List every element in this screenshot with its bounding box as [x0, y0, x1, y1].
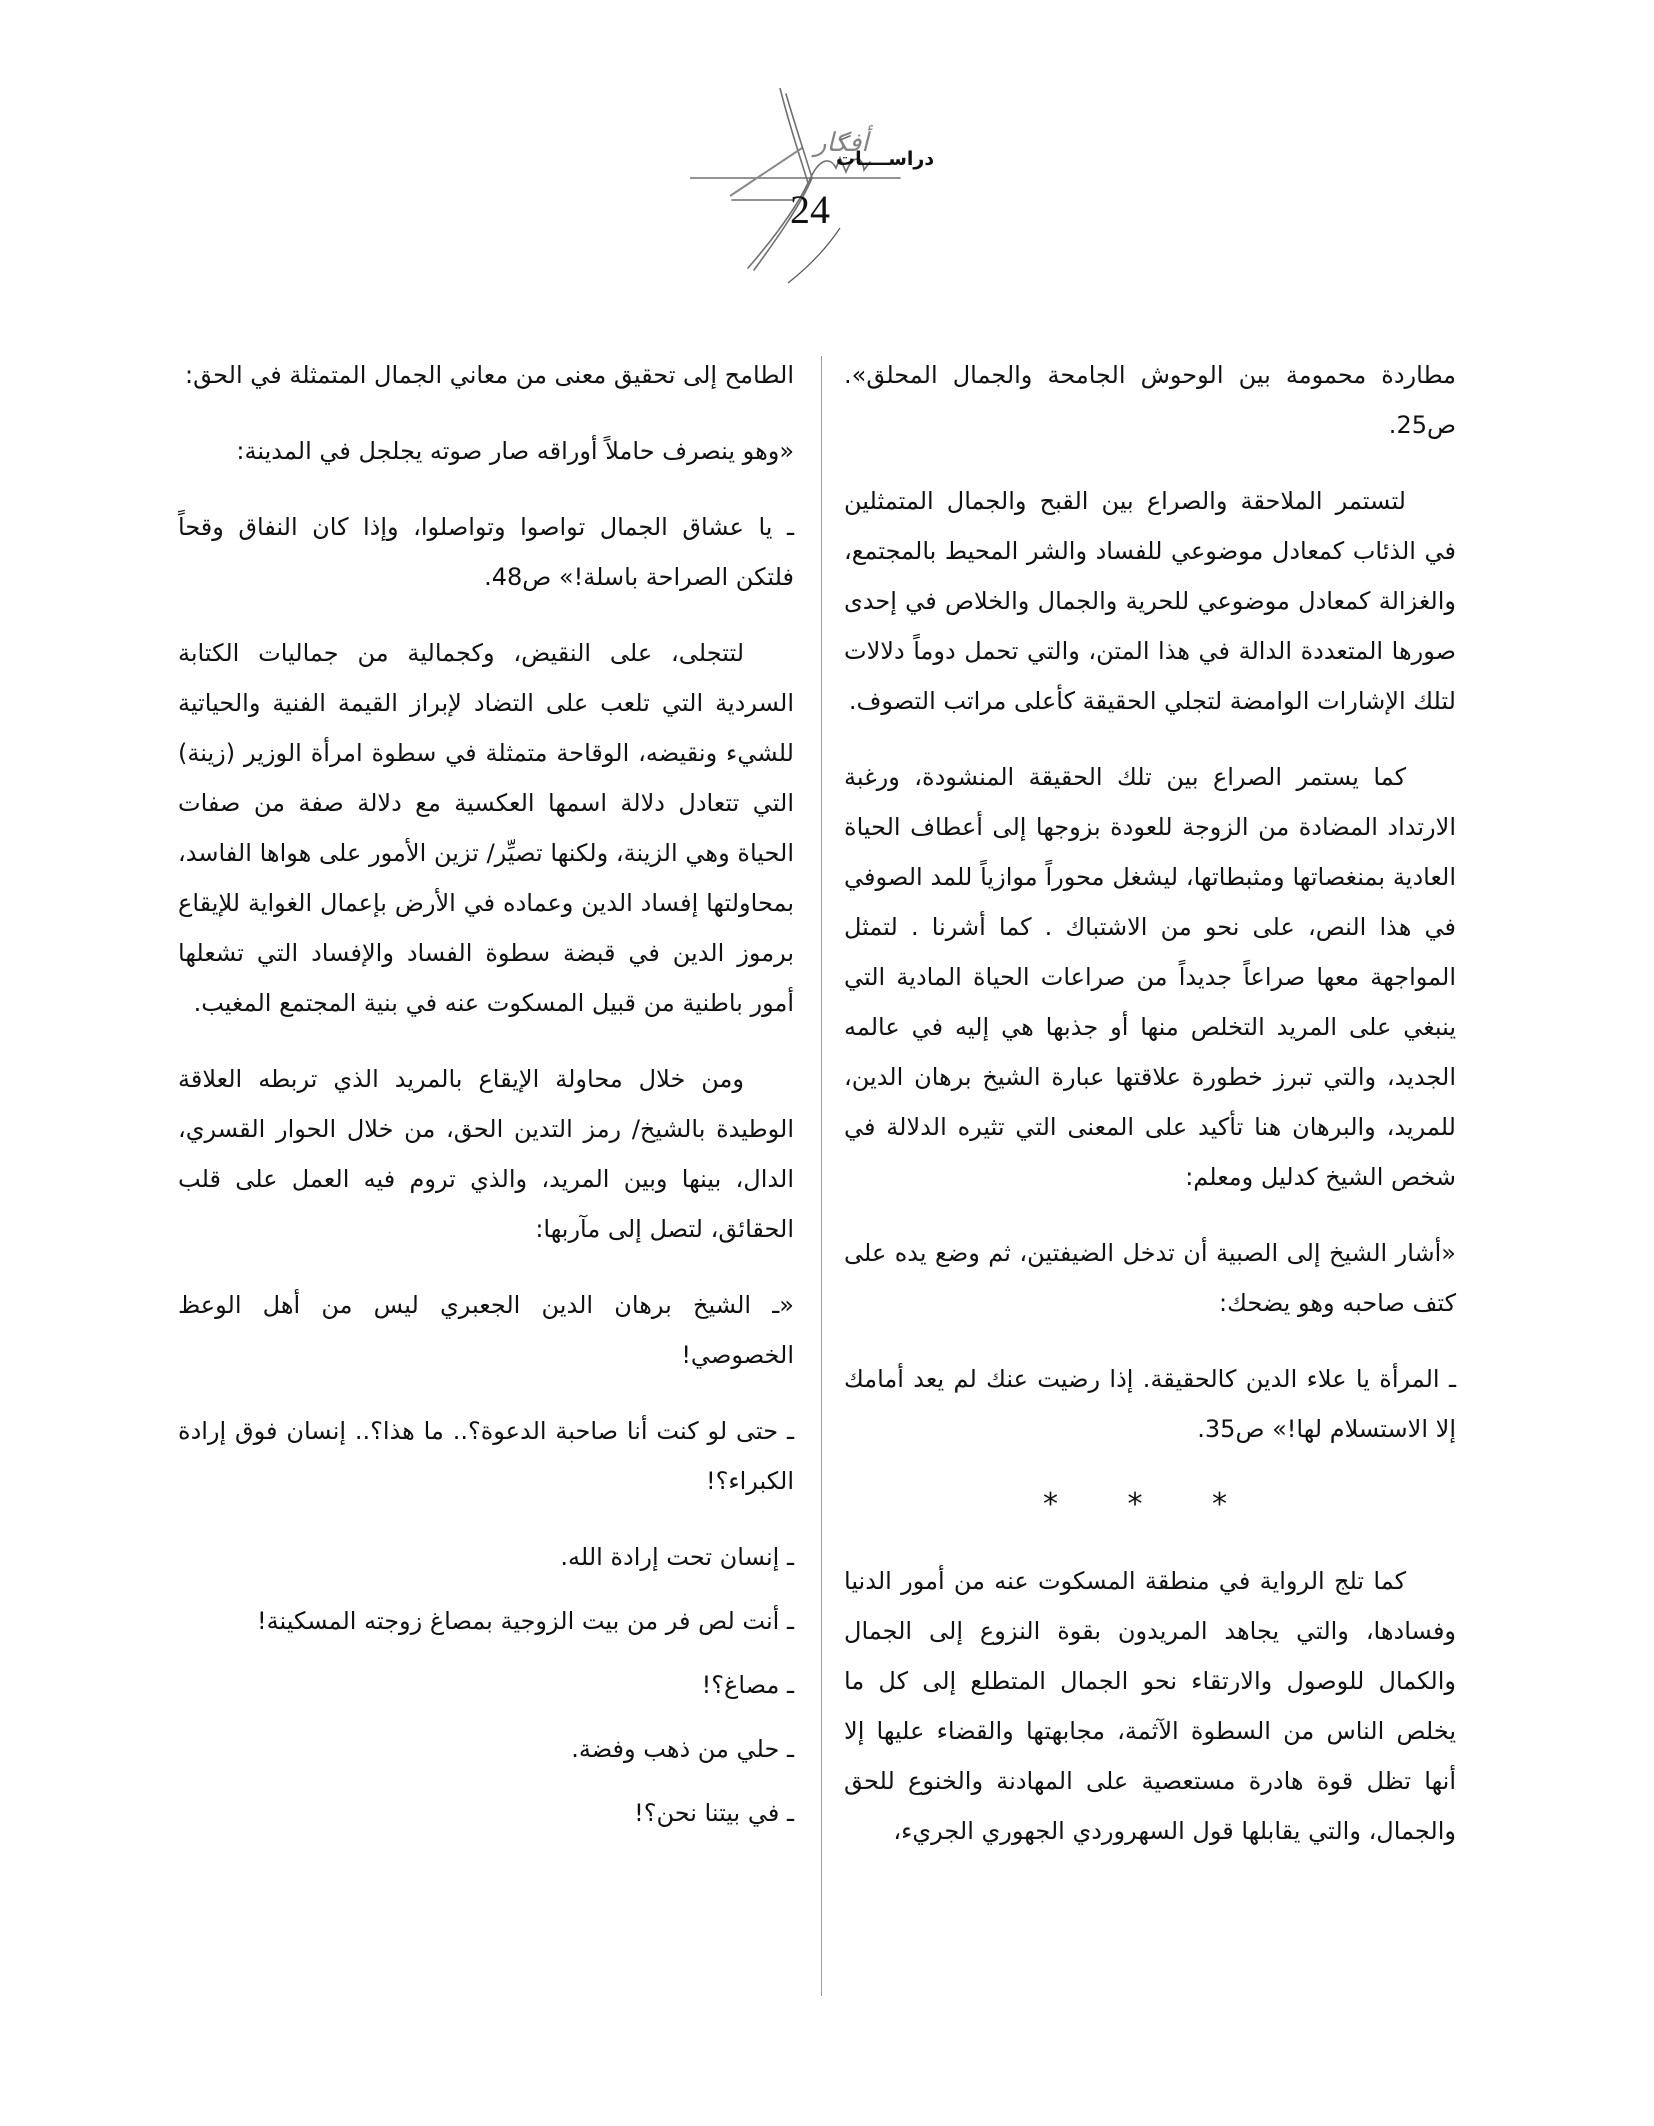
dialogue-line: ـ حلي من ذهب وفضة.: [571, 1735, 794, 1763]
quote-paragraph: ـ يا عشاق الجمال تواصوا وتواصلوا، وإذا كان النفاق وقحاً فلتكن الصراحة باسلة!» ص48.: [178, 513, 794, 591]
column-divider: [821, 356, 822, 1996]
paragraph: مطاردة محمومة بين الوحوش الجامحة والجمال المحلق». ص25.: [844, 361, 1456, 439]
section-label: دراســــات: [836, 148, 935, 170]
paragraph: لتتجلى، على النقيض، وكجمالية من جماليات الكتابة السردية التي تلعب على التضاد لإبراز القيمة الفنية والحياتية للشيء ونقيضه، الوقاحة متمثلة في سطوة امرأة الوزير (زينة) التي تتعادل دلالة اسمها العكسية مع دلالة صفة من صفات الحياة وهي الزينة، ولكنها تصيِّر/ تزين الأمور على هواها الفاسد، بمحاولتها إفساد الدين وعماده في الأرض بإعمال الغواية للإيقاع برموز الدين في قبضة سطوة الفساد والإفساد التي تشعلها أمور باطنية من قبيل المسكوت عنه في بنية المجتمع المغيب.: [178, 639, 794, 1017]
quote-paragraph: ـ المرأة يا علاء الدين كالحقيقة. إذا رضيت عنك لم يعد أمامك إلا الاستسلام لها!» ص35.: [844, 1365, 1456, 1443]
paragraph: ومن خلال محاولة الإيقاع بالمريد الذي تربطه العلاقة الوطيدة بالشيخ/ رمز التدين الحق، من خلال الحوار القسري، الدال، بينها وبين المريد، والذي تروم فيه العمل على قلب الحقائق، لتصل إلى مآربها:: [178, 1065, 794, 1243]
dialogue-line: ـ مصاغ؟!: [701, 1671, 794, 1699]
paragraph: الطامح إلى تحقيق معنى من معاني الجمال المتمثلة في الحق:: [185, 361, 794, 389]
left-column: [178, 350, 794, 1852]
dialogue-line: ـ في بيتنا نحن؟!: [634, 1799, 794, 1827]
section-separator: * * *: [1042, 1487, 1258, 1522]
right-column: [844, 350, 1456, 1882]
quote-paragraph: «وهو ينصرف حاملاً أوراقه صار صوته يجلجل في المدينة:: [236, 437, 794, 465]
paragraph: كما يستمر الصراع بين تلك الحقيقة المنشودة، ورغبة الارتداد المضادة من الزوجة للعودة بزوجها إلى أعطاف الحياة العادية بمنغصاتها ومثبطاتها، ليشغل محوراً موازياً للمد الصوفي في هذا النص، على نحو من الاشتباك . كما أشرنا . لتمثل المواجهة معها صراعاً جديداً من صراعات الحياة المادية التي ينبغي على المريد التخلص منها أو جذبها هي إليه في عالمه الجديد، والتي تبرز خطورة علاقتها عبارة الشيخ برهان الدين، للمريد، والبرهان هنا تأكيد على المعنى التي تثيره الدلالة في شخص الشيخ كدليل ومعلم:: [844, 763, 1456, 1191]
paragraph: لتستمر الملاحقة والصراع بين القبح والجمال المتمثلين في الذئاب كمعادل موضوعي للفساد والشر المحيط بالمجتمع، والغزالة كمعادل موضوعي للحرية والجمال والخلاص في إحدى صورها المتعددة الدالة في هذا المتن، والتي تحمل دوماً دلالات لتلك الإشارات الوامضة لتجلي الحقيقة كأعلى مراتب التصوف.: [844, 487, 1456, 715]
magazine-logo-text: أفكار: [814, 128, 869, 158]
quote-paragraph: «ـ الشيخ برهان الدين الجعبري ليس من أهل الوعظ الخصوصي!: [178, 1291, 794, 1369]
page-number: 24: [790, 187, 830, 232]
dialogue-line: ـ إنسان تحت إرادة الله.: [560, 1543, 794, 1571]
dialogue-line: ـ حتى لو كنت أنا صاحبة الدعوة؟.. ما هذا؟.. إنسان فوق إرادة الكبراء؟!: [178, 1417, 794, 1495]
dialogue-line: ـ أنت لص فر من بيت الزوجية بمصاغ زوجته المسكينة!: [256, 1607, 794, 1635]
paragraph: كما تلج الرواية في منطقة المسكوت عنه من أمور الدنيا وفسادها، والتي يجاهد المريدون بقوة النزوع إلى الجمال والكمال للوصول والارتقاء نحو الجمال المتطلع إلى كل ما يخلص الناس من السطوة الآثمة، مجابهتها والقضاء عليها إلا أنها تظل قوة هادرة مستعصية على المهادنة والخنوع للحق والجمال، والتي يقابلها قول السهروردي الجهوري الجريء،: [844, 1567, 1456, 1845]
quote-paragraph: «أشار الشيخ إلى الصبية أن تدخل الضيفتين، ثم وضع يده على كتف صاحبه وهو يضحك:: [844, 1239, 1456, 1317]
